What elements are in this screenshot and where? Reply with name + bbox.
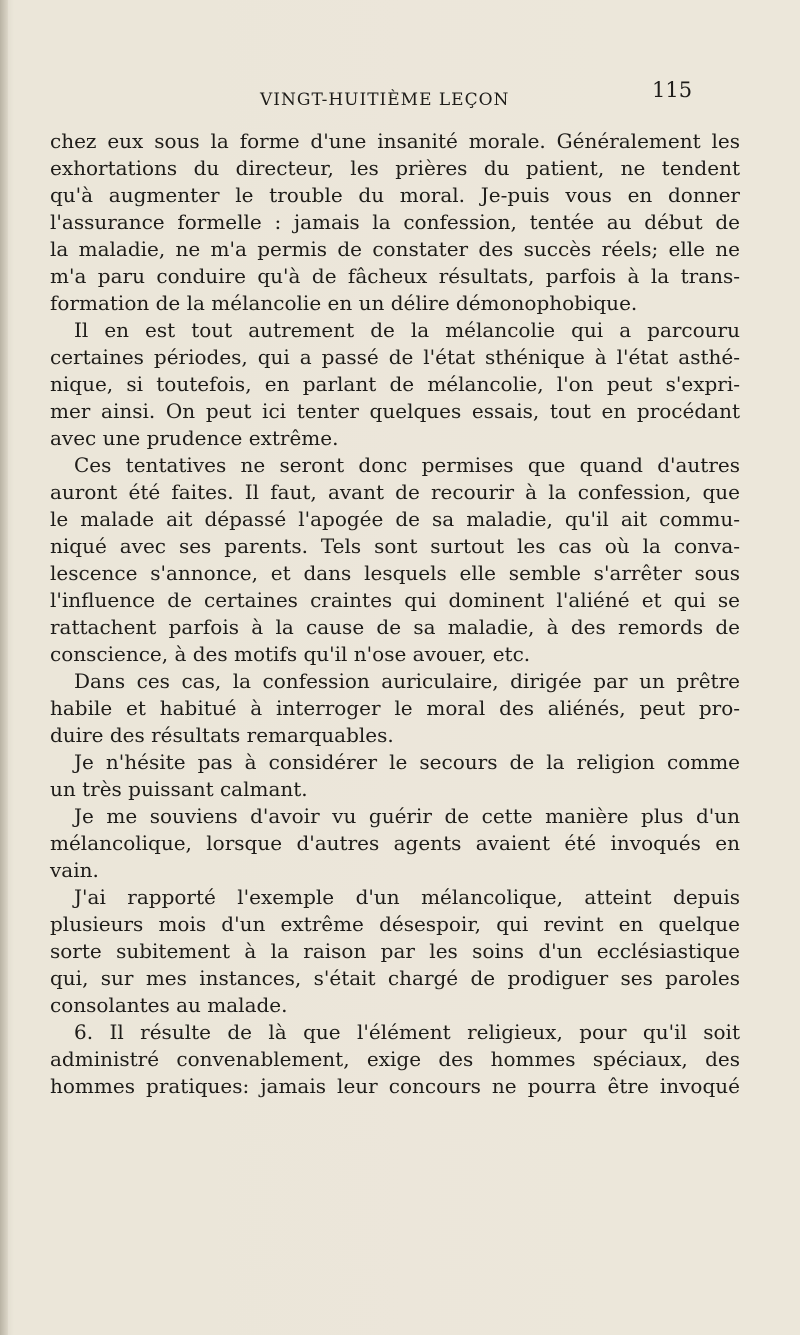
page-binding-edge [0, 0, 8, 1335]
text-line: rattachent parfois à la cause de sa maladie, à des remords de [50, 615, 740, 639]
text-line: l'assurance formelle : jamais la confession, tentée au début de [50, 210, 740, 234]
body-text [50, 128, 740, 1100]
text-line: chez eux sous la forme d'une insanité morale. Généralement les [50, 129, 740, 153]
text-line: habile et habitué à interroger le moral des aliénés, peut pro- [50, 696, 740, 720]
text-line: mer ainsi. On peut ici tenter quelques essais, tout en procédant [50, 399, 740, 423]
text-line: certaines périodes, qui a passé de l'état sthénique à l'état asthé- [50, 345, 740, 369]
paragraph-start-line: Dans ces cas, la confession auriculaire, dirigée par un prêtre [74, 669, 740, 693]
text-line: auront été faites. Il faut, avant de recourir à la confession, que [50, 480, 740, 504]
text-line: plusieurs mois d'un extrême désespoir, qui revint en quelque [50, 912, 740, 936]
running-title: VINGT-HUITIÈME LEÇON [260, 90, 510, 110]
text-line: vain. [50, 858, 99, 882]
text-line: nique, si toutefois, en parlant de mélancolie, l'on peut s'expri- [50, 372, 740, 396]
text-line: mélancolique, lorsque d'autres agents avaient été invoqués en [50, 831, 740, 855]
text-line: un très puissant calmant. [50, 777, 308, 801]
paragraph-start-line: 6. Il résulte de là que l'élément religieux, pour qu'il soit [74, 1020, 740, 1044]
text-line: qu'à augmenter le trouble du moral. Je-puis vous en donner [50, 183, 740, 207]
text-line: exhortations du directeur, les prières du patient, ne tendent [50, 156, 740, 180]
page-number: 115 [652, 78, 693, 102]
text-line: qui, sur mes instances, s'était chargé de prodiguer ses paroles [50, 966, 740, 990]
text-line: consolantes au malade. [50, 993, 288, 1017]
paragraph-start-line: Ces tentatives ne seront donc permises que quand d'autres [74, 453, 740, 477]
text-line: avec une prudence extrême. [50, 426, 339, 450]
text-line: le malade ait dépassé l'apogée de sa maladie, qu'il ait commu- [50, 507, 740, 531]
text-line: niqué avec ses parents. Tels sont surtout les cas où la conva- [50, 534, 740, 558]
paragraph-start-line: Je me souviens d'avoir vu guérir de cette manière plus d'un [74, 804, 740, 828]
text-line: hommes pratiques: jamais leur concours ne pourra être invoqué [50, 1074, 740, 1098]
text-line: l'influence de certaines craintes qui dominent l'aliéné et qui se [50, 588, 740, 612]
text-line: la maladie, ne m'a permis de constater des succès réels; elle ne [50, 237, 740, 261]
text-line: sorte subitement à la raison par les soins d'un ecclésiastique [50, 939, 740, 963]
text-line: administré convenablement, exige des hommes spéciaux, des [50, 1047, 740, 1071]
paragraph-start-line: Je n'hésite pas à considérer le secours de la religion comme [74, 750, 740, 774]
text-line: duire des résultats remarquables. [50, 723, 394, 747]
paragraph-start-line: J'ai rapporté l'exemple d'un mélancolique, atteint depuis [74, 885, 740, 909]
paragraph-start-line: Il en est tout autrement de la mélancolie qui a parcouru [74, 318, 740, 342]
text-line: conscience, à des motifs qu'il n'ose avouer, etc. [50, 642, 531, 666]
text-line: formation de la mélancolie en un délire démonophobique. [50, 291, 638, 315]
text-line: m'a paru conduire qu'à de fâcheux résultats, parfois à la trans- [50, 264, 740, 288]
text-line: lescence s'annonce, et dans lesquels elle semble s'arrêter sous [50, 561, 740, 585]
